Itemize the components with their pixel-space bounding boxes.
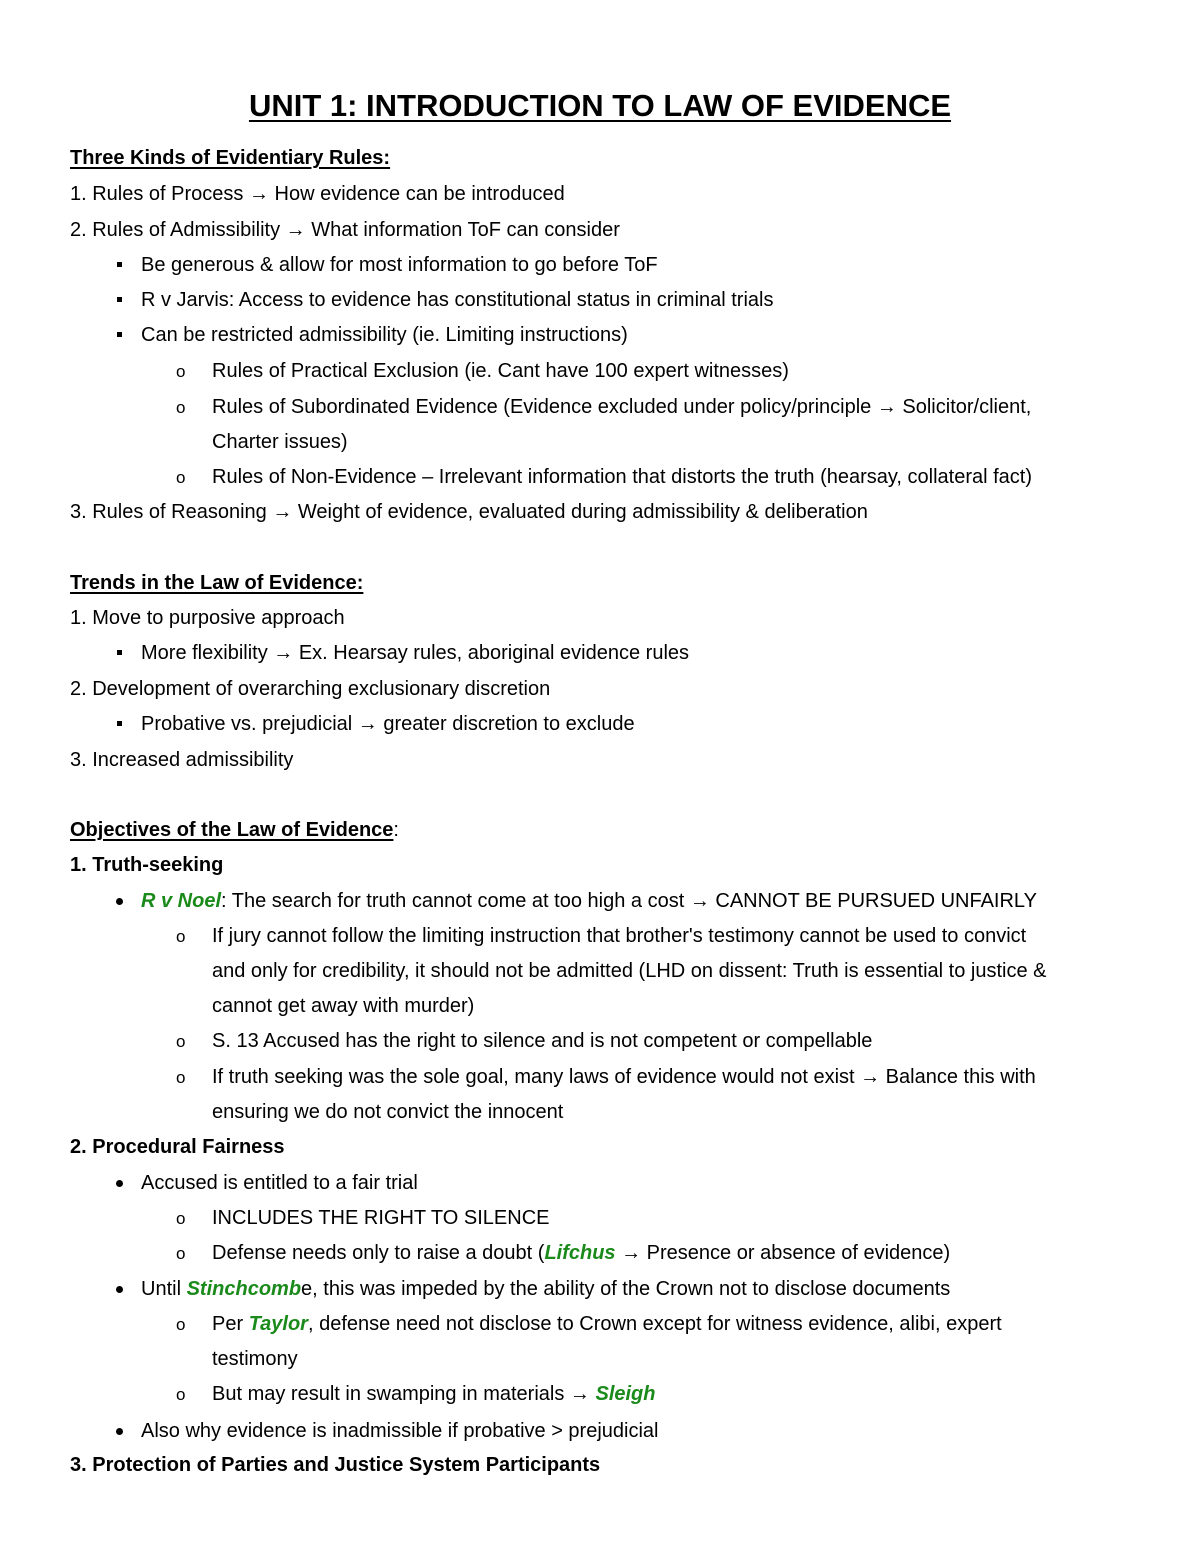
list-item-continuation: and only for credibility, it should not be admitted (LHD on dissent: Truth is essential to justice &	[212, 960, 1047, 982]
arrow-icon: →	[689, 890, 710, 912]
list-item: 2. Development of overarching exclusionary discretion	[70, 678, 551, 700]
circle-bullet-icon: o	[176, 398, 186, 417]
list-item: R v Noel: The search for truth cannot come at too high a cost → CANNOT BE PURSUED UNFAIRLY	[141, 890, 1037, 912]
circle-bullet-icon: o	[176, 1209, 186, 1228]
arrow-icon: →	[285, 219, 306, 241]
arrow-icon: →	[860, 1066, 881, 1088]
case-name: Sleigh	[595, 1383, 656, 1405]
arrow-icon: →	[357, 713, 378, 735]
subheading-protection-of-parties: 3. Protection of Parties and Justice System Participants	[70, 1454, 601, 1476]
list-item: Accused is entitled to a fair trial	[141, 1172, 418, 1194]
section-heading-evidentiary-rules: Three Kinds of Evidentiary Rules:	[70, 147, 391, 169]
square-bullet-icon	[117, 297, 122, 302]
circle-bullet-icon: o	[176, 1315, 186, 1334]
list-item-continuation: cannot get away with murder)	[212, 995, 475, 1017]
list-item: Per Taylor, defense need not disclose to Crown except for witness evidence, alibi, expert	[212, 1313, 1002, 1335]
case-name: Taylor	[248, 1313, 308, 1335]
arrow-icon: →	[569, 1383, 590, 1405]
list-item: If truth seeking was the sole goal, many laws of evidence would not exist → Balance this with	[212, 1066, 1036, 1088]
arrow-icon: →	[876, 396, 897, 418]
circle-bullet-icon: o	[176, 927, 186, 946]
case-name: Stinchcomb	[186, 1278, 302, 1300]
arrow-icon: →	[248, 183, 269, 205]
subheading-procedural-fairness: 2. Procedural Fairness	[70, 1136, 285, 1158]
round-bullet-icon	[116, 1286, 123, 1293]
round-bullet-icon	[116, 1180, 123, 1187]
square-bullet-icon	[117, 650, 122, 655]
list-item-continuation: testimony	[212, 1348, 298, 1370]
case-name: Lifchus	[544, 1242, 616, 1264]
subheading-truth-seeking: 1. Truth-seeking	[70, 854, 224, 876]
list-item: But may result in swamping in materials → Sleigh	[212, 1383, 656, 1405]
list-item: Defense needs only to raise a doubt (Lifchus → Presence or absence of evidence)	[212, 1242, 951, 1264]
circle-bullet-icon: o	[176, 362, 186, 381]
circle-bullet-icon: o	[176, 1068, 186, 1087]
list-item: If jury cannot follow the limiting instruction that brother's testimony cannot be used to convict	[212, 925, 1027, 947]
list-item-continuation: Charter issues)	[212, 431, 348, 453]
list-item: 3. Increased admissibility	[70, 749, 294, 771]
section-heading-trends: Trends in the Law of Evidence:	[70, 572, 364, 594]
list-item: Rules of Subordinated Evidence (Evidence excluded under policy/principle → Solicitor/client,	[212, 396, 1032, 418]
round-bullet-icon	[116, 1428, 123, 1435]
list-item: Be generous & allow for most information to go before ToF	[141, 254, 658, 276]
arrow-icon: →	[621, 1242, 642, 1264]
square-bullet-icon	[117, 721, 122, 726]
list-item: 1. Move to purposive approach	[70, 607, 345, 629]
list-item: 1. Rules of Process → How evidence can be introduced	[70, 183, 565, 205]
list-item: S. 13 Accused has the right to silence and is not competent or compellable	[212, 1030, 873, 1052]
list-item: INCLUDES THE RIGHT TO SILENCE	[212, 1207, 550, 1229]
page-title: UNIT 1: INTRODUCTION TO LAW OF EVIDENCE	[248, 88, 952, 123]
list-item: Also why evidence is inadmissible if probative > prejudicial	[141, 1420, 659, 1442]
list-item: More flexibility → Ex. Hearsay rules, aboriginal evidence rules	[141, 642, 690, 664]
section-heading-objectives: Objectives of the Law of Evidence:	[70, 819, 399, 841]
case-name: R v Noel	[141, 890, 222, 912]
round-bullet-icon	[116, 898, 123, 905]
list-item: 2. Rules of Admissibility → What information ToF can consider	[70, 219, 620, 241]
circle-bullet-icon: o	[176, 1244, 186, 1263]
list-item-continuation: ensuring we do not convict the innocent	[212, 1101, 564, 1123]
list-item: Until Stinchcombe, this was impeded by the ability of the Crown not to disclose documents	[141, 1278, 951, 1300]
circle-bullet-icon: o	[176, 468, 186, 487]
list-item: Probative vs. prejudicial → greater discretion to exclude	[141, 713, 635, 735]
list-item: R v Jarvis: Access to evidence has constitutional status in criminal trials	[141, 289, 774, 311]
list-item: Rules of Non-Evidence – Irrelevant information that distorts the truth (hearsay, collateral fact)	[212, 466, 1033, 488]
square-bullet-icon	[117, 332, 122, 337]
arrow-icon: →	[273, 642, 294, 664]
list-item: Rules of Practical Exclusion (ie. Cant have 100 expert witnesses)	[212, 360, 789, 382]
arrow-icon: →	[272, 501, 293, 523]
list-item: 3. Rules of Reasoning → Weight of evidence, evaluated during admissibility & deliberation	[70, 501, 868, 523]
circle-bullet-icon: o	[176, 1385, 186, 1404]
square-bullet-icon	[117, 262, 122, 267]
circle-bullet-icon: o	[176, 1032, 186, 1051]
list-item: Can be restricted admissibility (ie. Limiting instructions)	[141, 324, 628, 346]
